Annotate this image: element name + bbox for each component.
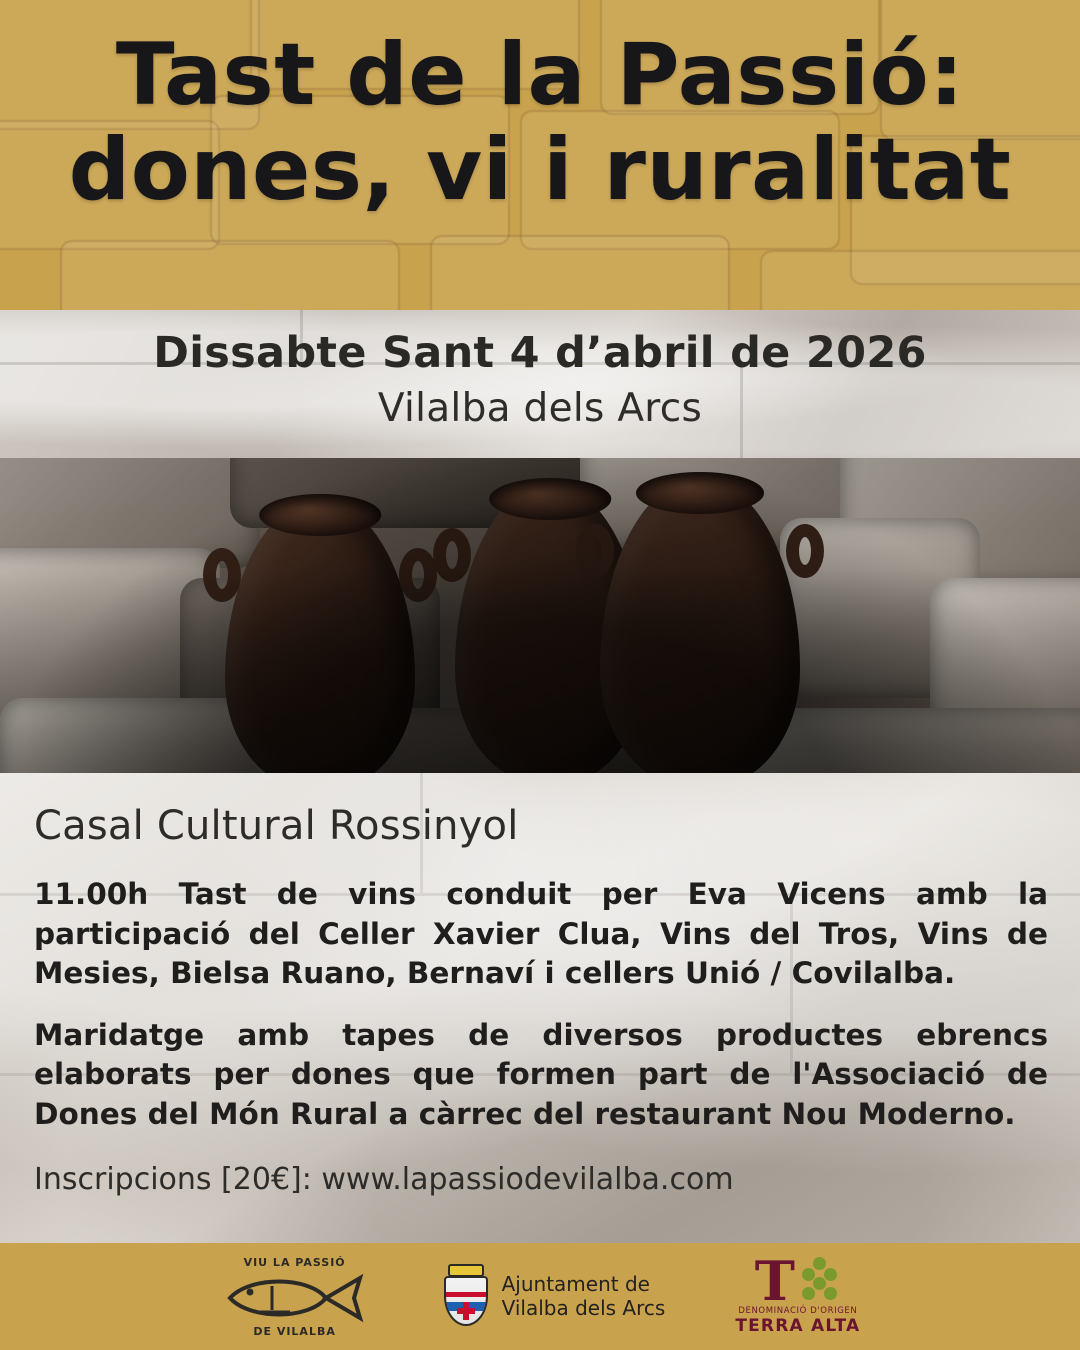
signup-info[interactable]: Inscripcions [20€]: www.lapassiodevilalba.com xyxy=(34,1162,734,1198)
details-band xyxy=(0,773,1080,1243)
poster-title xyxy=(0,25,1080,221)
photo-shading xyxy=(0,458,1080,773)
do-subtitle-2: TERRA ALTA xyxy=(735,1316,861,1337)
event-date: Dissabte Sant 4 d’abril de 2026 xyxy=(153,328,927,378)
town-crest-icon xyxy=(440,1264,492,1330)
do-letter: T xyxy=(754,1248,795,1313)
ajuntament-line-2: Vilalba dels Arcs xyxy=(501,1295,666,1320)
program-paragraph-1: 11.00h Tast de vins conduit per Eva Vicens amb la participació del Celler Xavier Clua, Vins del Tros, Vins de Mesies, Bielsa Ruano, Bernaví i cellers Unió / Covilalba. xyxy=(34,877,1048,991)
fish-icon xyxy=(220,1270,370,1326)
title-band xyxy=(0,0,1080,310)
footer-logos xyxy=(0,1243,1080,1350)
venue-name: Casal Cultural Rossinyol xyxy=(34,803,519,849)
logo-ajuntament[interactable] xyxy=(440,1264,666,1330)
logo-fish-top-text: VIU LA PASSIÓ xyxy=(243,1255,346,1269)
logo-viu-la-passio[interactable] xyxy=(220,1254,370,1340)
cellar-photo xyxy=(0,458,1080,773)
grapes-icon xyxy=(799,1257,841,1303)
event-place: Vilalba dels Arcs xyxy=(377,386,703,431)
do-subtitle-1: DENOMINACIÓ D'ORIGEN xyxy=(738,1306,858,1317)
date-place-band xyxy=(0,310,1080,458)
title-line-2: dones, vi i ruralitat xyxy=(68,120,1012,221)
ajuntament-line-1: Ajuntament de xyxy=(501,1271,650,1296)
title-line-1: Tast de la Passió: xyxy=(115,25,965,125)
date-place-text xyxy=(0,328,1080,431)
logo-fish-bottom-text: DE VILALBA xyxy=(253,1324,336,1338)
program-paragraph-2: Maridatge amb tapes de diversos productes ebrencs elaborats per dones que formen part de l'Associació de Dones del Món Rural a càrrec del restaurant Nou Moderno. xyxy=(34,1017,1048,1131)
logo-do-terra-alta[interactable] xyxy=(735,1248,861,1337)
